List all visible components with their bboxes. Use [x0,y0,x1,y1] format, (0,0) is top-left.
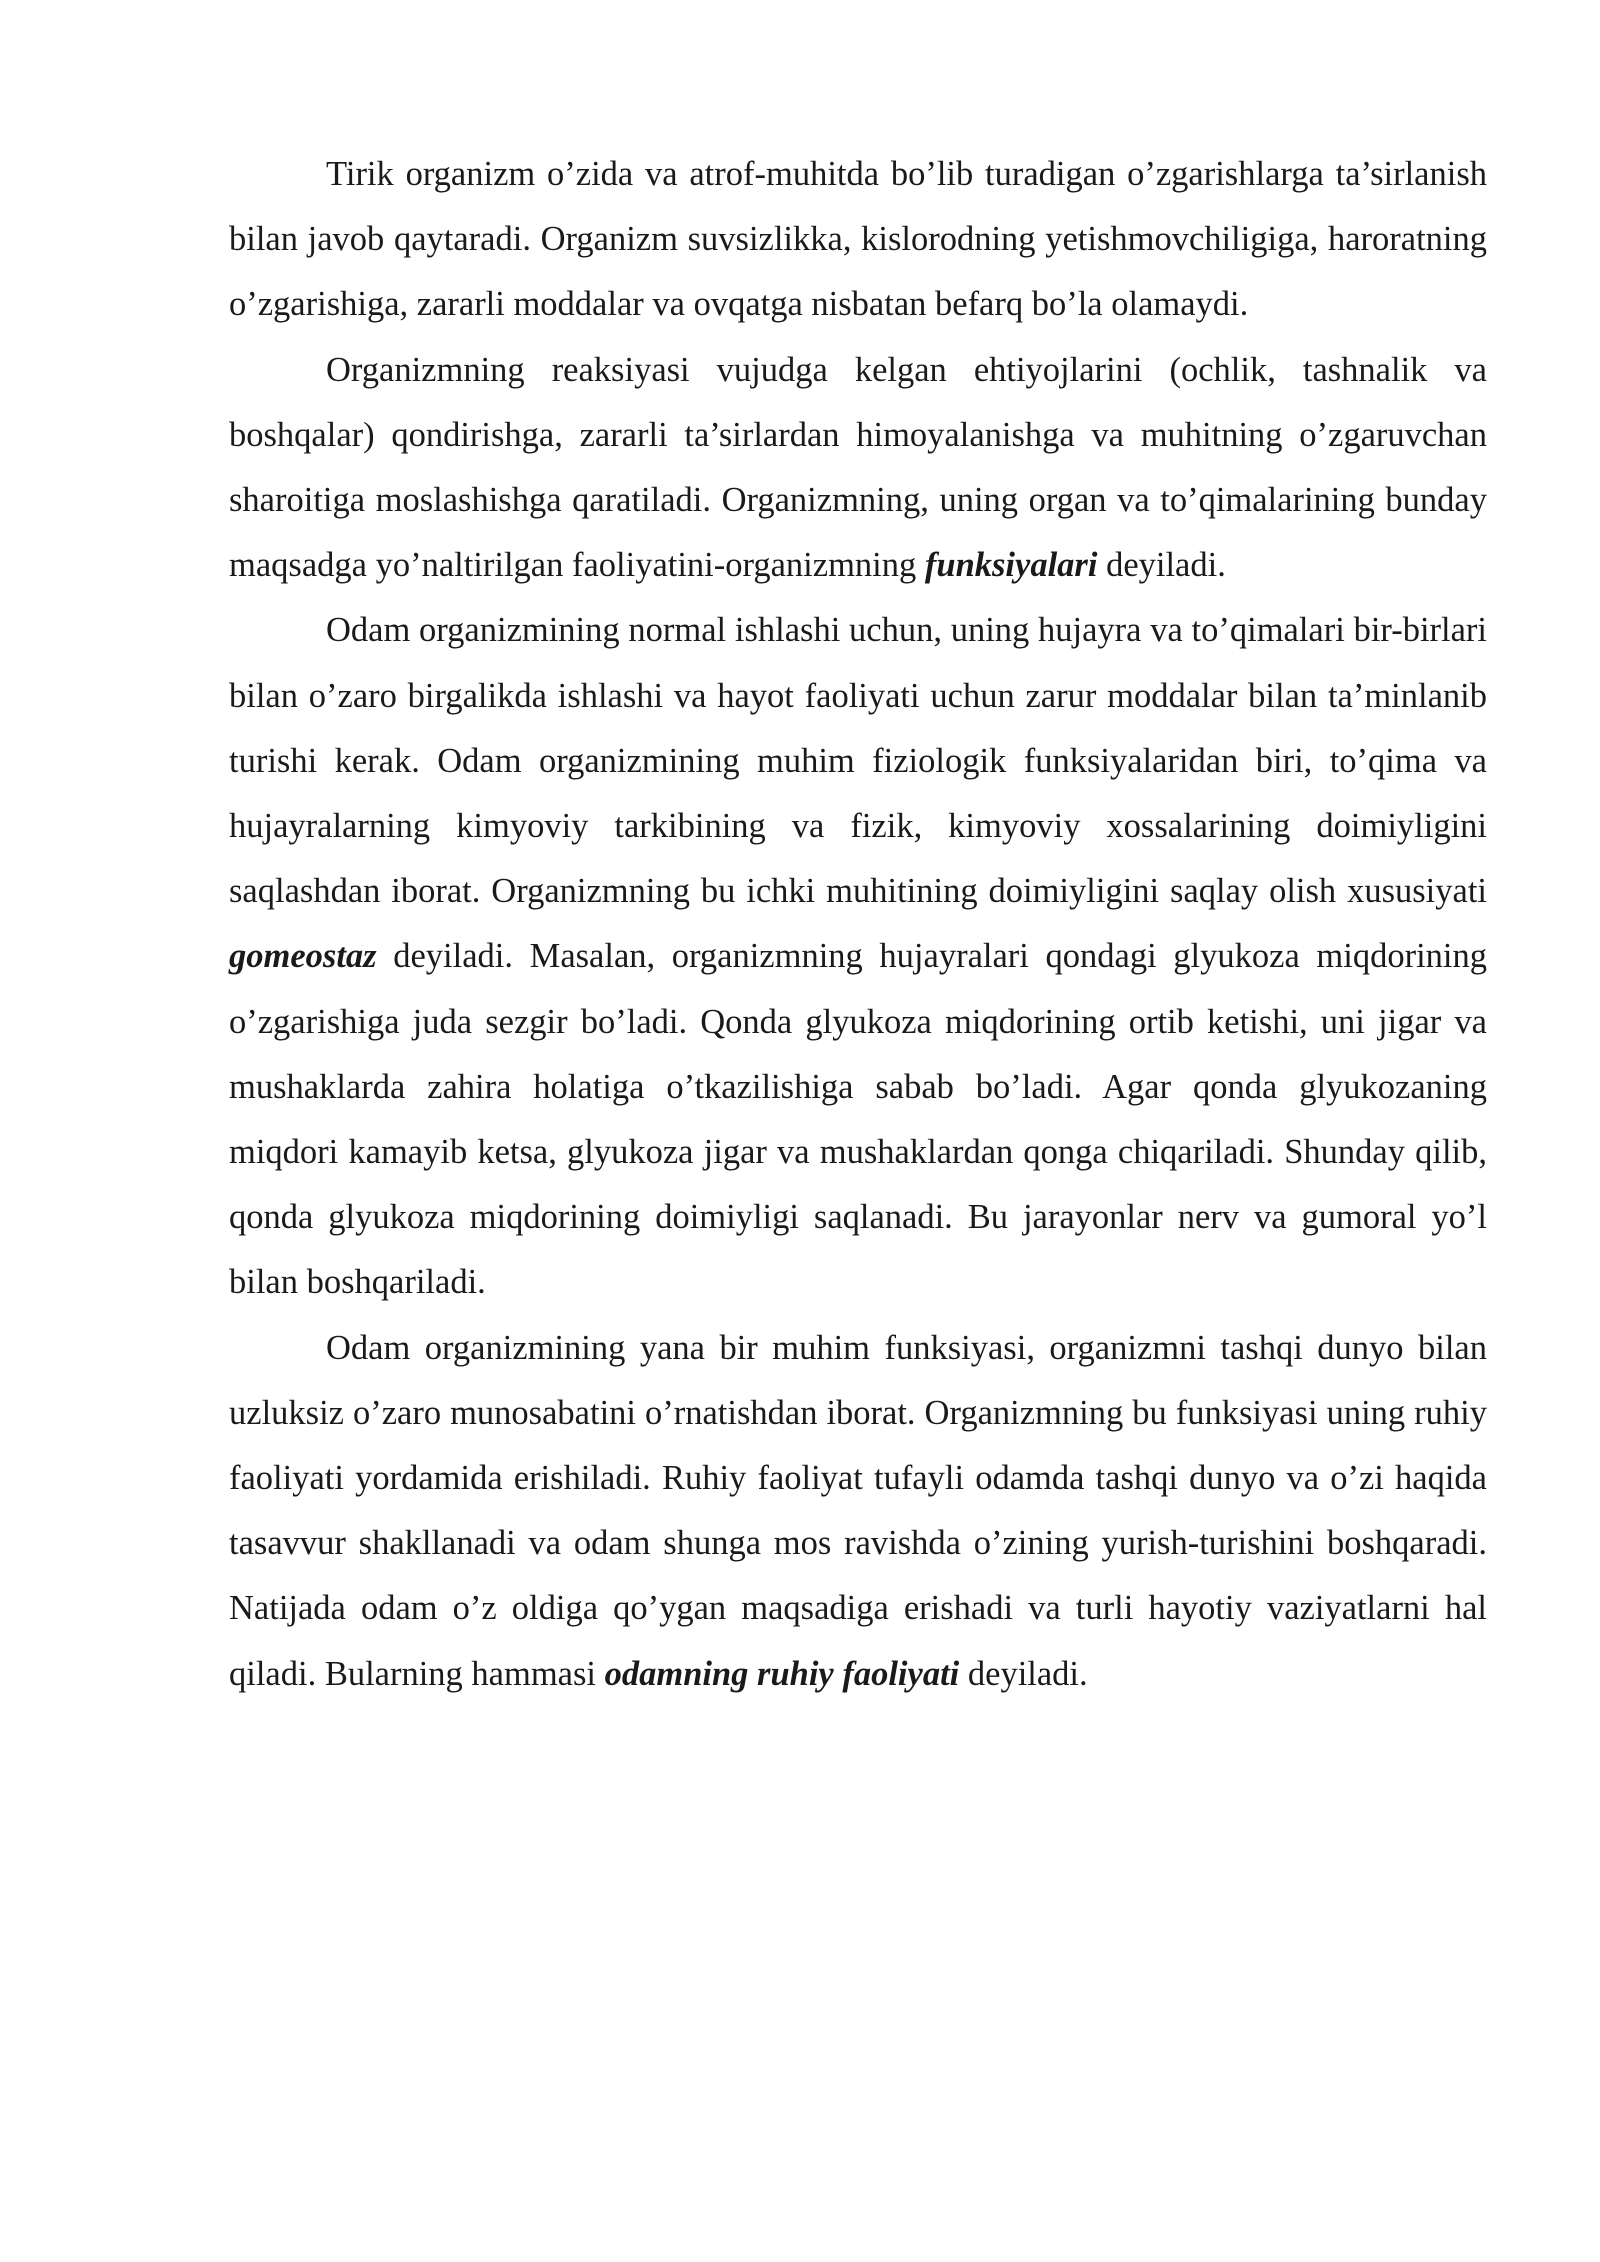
paragraph-1 [229,142,1487,338]
paragraph-text: deyiladi. [1097,546,1226,585]
paragraph-4 [229,1316,1487,1707]
paragraph-text: Odam organizmining normal ishlashi uchun, uning hujayra va to’qimalari bir-birlari bilan o’zaro birgalikda ishlashi va hayot faoliyati uchun zarur moddalar bilan ta’minlanib turishi kerak. Odam organizmining muhim fiziologik funksiyalaridan biri, to’qima va hujayralarning kimyoviy tarkibining va fizik, kimyoviy xossalarining doimiyligini saqlashdan iborat. Organizmning bu ichki muhitining doimiyligini saqlay olish xususiyati [229,611,1487,911]
paragraph-text: Odam organizmining yana bir muhim funksiyasi, organizmni tashqi dunyo bilan uzluksiz o’zaro munosabatini o’rnatishdan iborat. Organizmning bu funksiyasi uning ruhiy faoliyati yordamida erishiladi. Ruhiy faoliyat tufayli odamda tashqi dunyo va o’zi haqida tasavvur shakllanadi va odam shunga mos ravishda o’zining yurish-turishini boshqaradi. Natijada odam o’z oldiga qo’ygan maqsadiga erishadi va turli hayotiy vaziyatlarni hal qiladi. Bularning hammasi [229,1328,1487,1693]
term-odamning-ruhiy-faoliyati: odamning ruhiy faoliyati [604,1654,960,1693]
paragraph-2 [229,338,1487,599]
document-body [229,142,1487,1707]
paragraph-text: deyiladi. Masalan, organizmning hujayralari qondagi glyukoza miqdorining o’zgarishiga juda sezgir bo’ladi. Qonda glyukoza miqdorining ortib ketishi, uni jigar va mushaklarda zahira holatiga o’tkazilishiga sabab bo’ladi. Agar qonda glyukozaning miqdori kamayib ketsa, glyukoza jigar va mushaklardan qonga chiqariladi. Shunday qilib, qonda glyukoza miqdorining doimiyligi saqlanadi. Bu jarayonlar nerv va gumoral yo’l bilan boshqariladi. [229,937,1487,1302]
term-funksiyalari: funksiyalari [924,546,1098,585]
paragraph-text: Organizmning reaksiyasi vujudga kelgan ehtiyojlarini (ochlik, tashnalik va boshqalar) qondirishga, zararli ta’sirlardan himoyalanishga va muhitning o’zgaruvchan sharoitiga moslashishga qaratiladi. Organizmning, uning organ va to’qimalarining bunday maqsadga yo’naltirilgan faoliyatini-organizmning [229,350,1487,585]
term-gomeostaz: gomeostaz [229,937,377,976]
paragraph-text: Tirik organizm o’zida va atrof-muhitda bo’lib turadigan o’zgarishlarga ta’sirlanish bilan javob qaytaradi. Organizm suvsizlikka, kislorodning yetishmovchiligiga, haroratning o’zgarishiga, zararli moddalar va ovqatga nisbatan befarq bo’la olamaydi. [229,155,1487,324]
paragraph-text: deyiladi. [959,1654,1088,1693]
paragraph-3 [229,598,1487,1315]
